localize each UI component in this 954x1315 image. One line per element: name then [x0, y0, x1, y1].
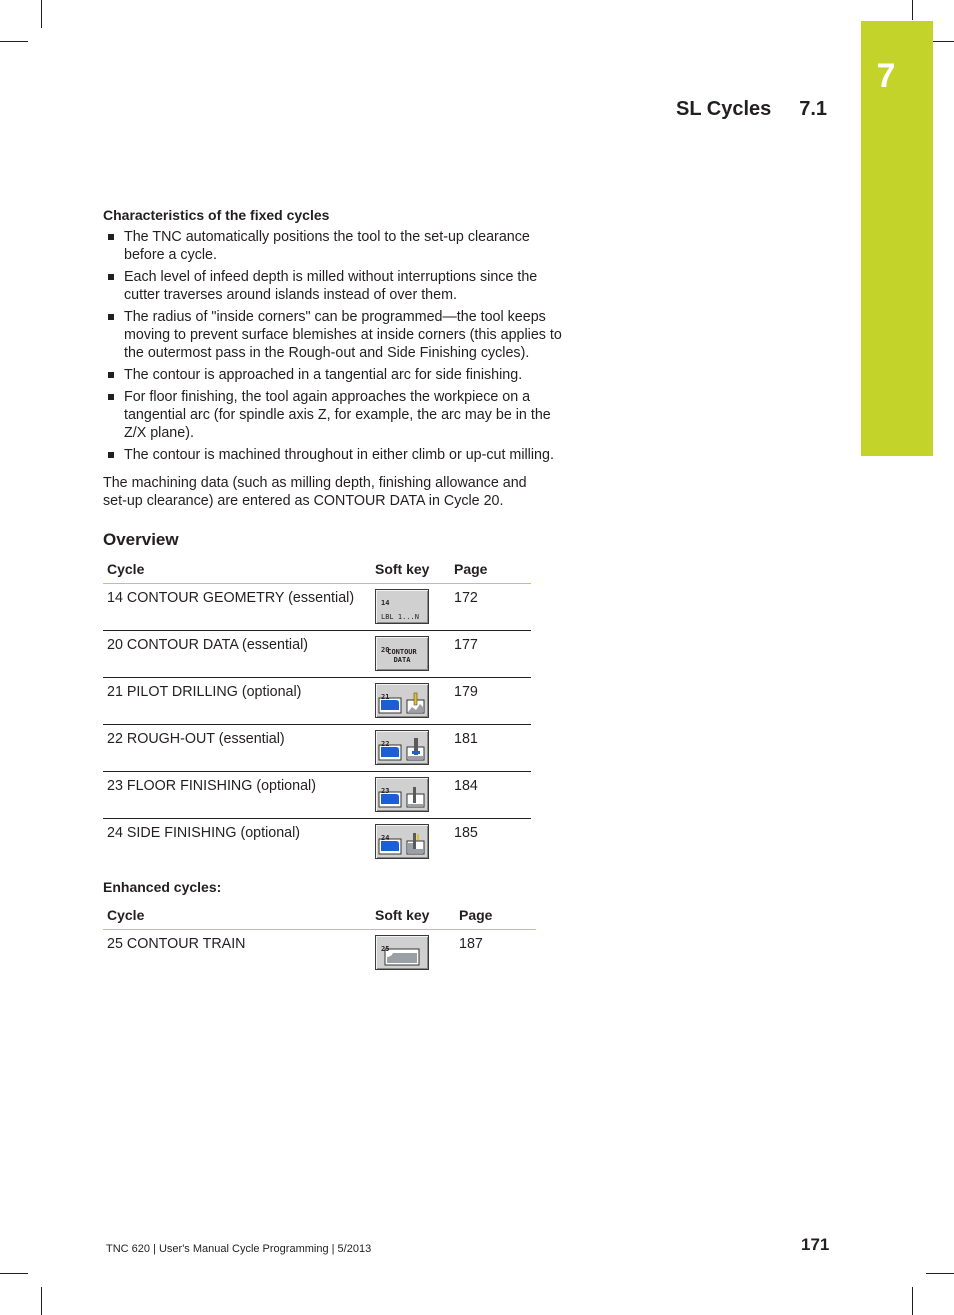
overview-heading: Overview	[103, 530, 179, 549]
crop-mark	[912, 0, 913, 20]
running-header	[676, 98, 827, 121]
table-row	[103, 725, 531, 772]
overview-table	[103, 560, 531, 865]
footer-text: TNC 620 | User's Manual Cycle Programming | 5/2013	[106, 1243, 372, 1255]
softkey-rough-out-icon	[375, 730, 429, 765]
softkey-contour-geometry-icon	[375, 589, 429, 624]
softkey-cell	[371, 725, 450, 772]
contour-data-paragraph: The machining data (such as milling depth, finishing allowance and set-up clearance) are entered as CONTOUR DATA in Cycle 20.	[103, 475, 527, 509]
crop-mark	[0, 41, 28, 42]
table-row	[103, 819, 531, 866]
cycle-cell: 22 ROUGH-OUT (essential)	[103, 725, 371, 772]
softkey-side-finishing-icon	[375, 824, 429, 859]
page-cell: 177	[450, 631, 531, 678]
softkey-number: 25	[381, 945, 390, 953]
list-item-text: The contour is machined throughout in either climb or up-cut milling.	[124, 447, 554, 463]
enhanced-cycles-heading: Enhanced cycles:	[103, 879, 222, 895]
bullet-square-icon	[108, 314, 114, 320]
enhanced-table	[103, 906, 536, 976]
column-header-softkey: Soft key	[371, 560, 450, 584]
table-header-row	[103, 906, 536, 930]
softkey-number: 23	[381, 787, 390, 795]
list-item-text: The radius of "inside corners" can be programmed—the tool keeps moving to prevent surface blemishes at inside corners (this applies to the outermost pass in the Rough-out and Side Finishing cycles).	[124, 309, 562, 361]
bullet-square-icon	[108, 372, 114, 378]
table-row	[103, 930, 536, 977]
list-item	[103, 388, 563, 442]
crop-mark	[0, 1273, 28, 1274]
page-cell: 184	[450, 772, 531, 819]
table-header-row	[103, 560, 531, 584]
list-item-text: For floor finishing, the tool again approaches the workpiece on a tangential arc (for spindle axis Z, for example, the arc may be in the Z/X plane).	[124, 389, 551, 441]
list-item	[103, 268, 563, 304]
cycle-cell: 25 CONTOUR TRAIN	[107, 936, 246, 952]
softkey-label: LBL 1...N	[381, 613, 419, 621]
cycle-cell: 20 CONTOUR DATA (essential)	[103, 631, 371, 678]
softkey-number: 21	[381, 693, 390, 701]
bullet-square-icon	[108, 274, 114, 280]
softkey-contour-train-icon	[375, 935, 429, 970]
column-header-page: Page	[455, 906, 536, 930]
page-cell: 179	[450, 678, 531, 725]
softkey-number: 14	[381, 599, 390, 607]
page-cell: 187	[459, 936, 483, 952]
softkey-pilot-drilling-icon	[375, 683, 429, 718]
list-item-text: Each level of infeed depth is milled without interruptions since the cutter traverses around islands instead of over them.	[124, 269, 538, 303]
softkey-number: 20	[381, 646, 390, 654]
column-header-cycle: Cycle	[103, 906, 371, 930]
cycle-cell: 24 SIDE FINISHING (optional)	[107, 825, 301, 841]
table-row	[103, 678, 531, 725]
crop-mark	[926, 1273, 954, 1274]
page-cell: 172	[450, 584, 531, 631]
list-item	[103, 228, 563, 264]
softkey-cell	[371, 819, 450, 866]
list-item	[103, 308, 563, 362]
softkey-cell	[371, 930, 455, 977]
main-content	[103, 206, 563, 976]
section-number: 7.1	[799, 98, 828, 120]
softkey-contour-data-icon	[375, 636, 429, 671]
softkey-label: CONTOUR DATA	[387, 648, 417, 664]
list-item	[103, 366, 563, 384]
chapter-number: 7	[876, 57, 896, 95]
softkey-cell	[371, 584, 450, 631]
cycle-cell: 21 PILOT DRILLING (optional)	[103, 678, 371, 725]
bullet-square-icon	[108, 452, 114, 458]
list-item-text: The TNC automatically positions the tool to the set-up clearance before a cycle.	[124, 229, 530, 263]
list-item-text: The contour is approached in a tangential arc for side finishing.	[124, 367, 523, 383]
crop-mark	[41, 1287, 42, 1315]
page-cell: 185	[454, 825, 478, 841]
softkey-number: 24	[381, 834, 390, 842]
column-header-cycle: Cycle	[103, 560, 371, 584]
softkey-floor-finishing-icon	[375, 777, 429, 812]
list-item	[103, 446, 563, 464]
cycle-cell: 14 CONTOUR GEOMETRY (essential)	[103, 584, 371, 631]
page-cell: 181	[450, 725, 531, 772]
softkey-cell	[371, 678, 450, 725]
bullet-square-icon	[108, 394, 114, 400]
softkey-cell	[371, 631, 450, 678]
column-header-softkey: Soft key	[371, 906, 455, 930]
crop-mark	[912, 1287, 913, 1315]
softkey-cell	[371, 772, 450, 819]
softkey-number: 22	[381, 740, 390, 748]
bullet-square-icon	[108, 234, 114, 240]
page-number: 171	[801, 1235, 830, 1254]
chapter-tab	[861, 21, 933, 456]
section-title: SL Cycles	[676, 98, 772, 120]
table-row	[103, 631, 531, 678]
characteristics-heading: Characteristics of the fixed cycles	[103, 207, 330, 223]
characteristics-list	[103, 228, 563, 464]
column-header-page: Page	[450, 560, 531, 584]
cycle-cell: 23 FLOOR FINISHING (optional)	[103, 772, 371, 819]
crop-mark	[41, 0, 42, 28]
table-row	[103, 772, 531, 819]
table-row	[103, 584, 531, 631]
